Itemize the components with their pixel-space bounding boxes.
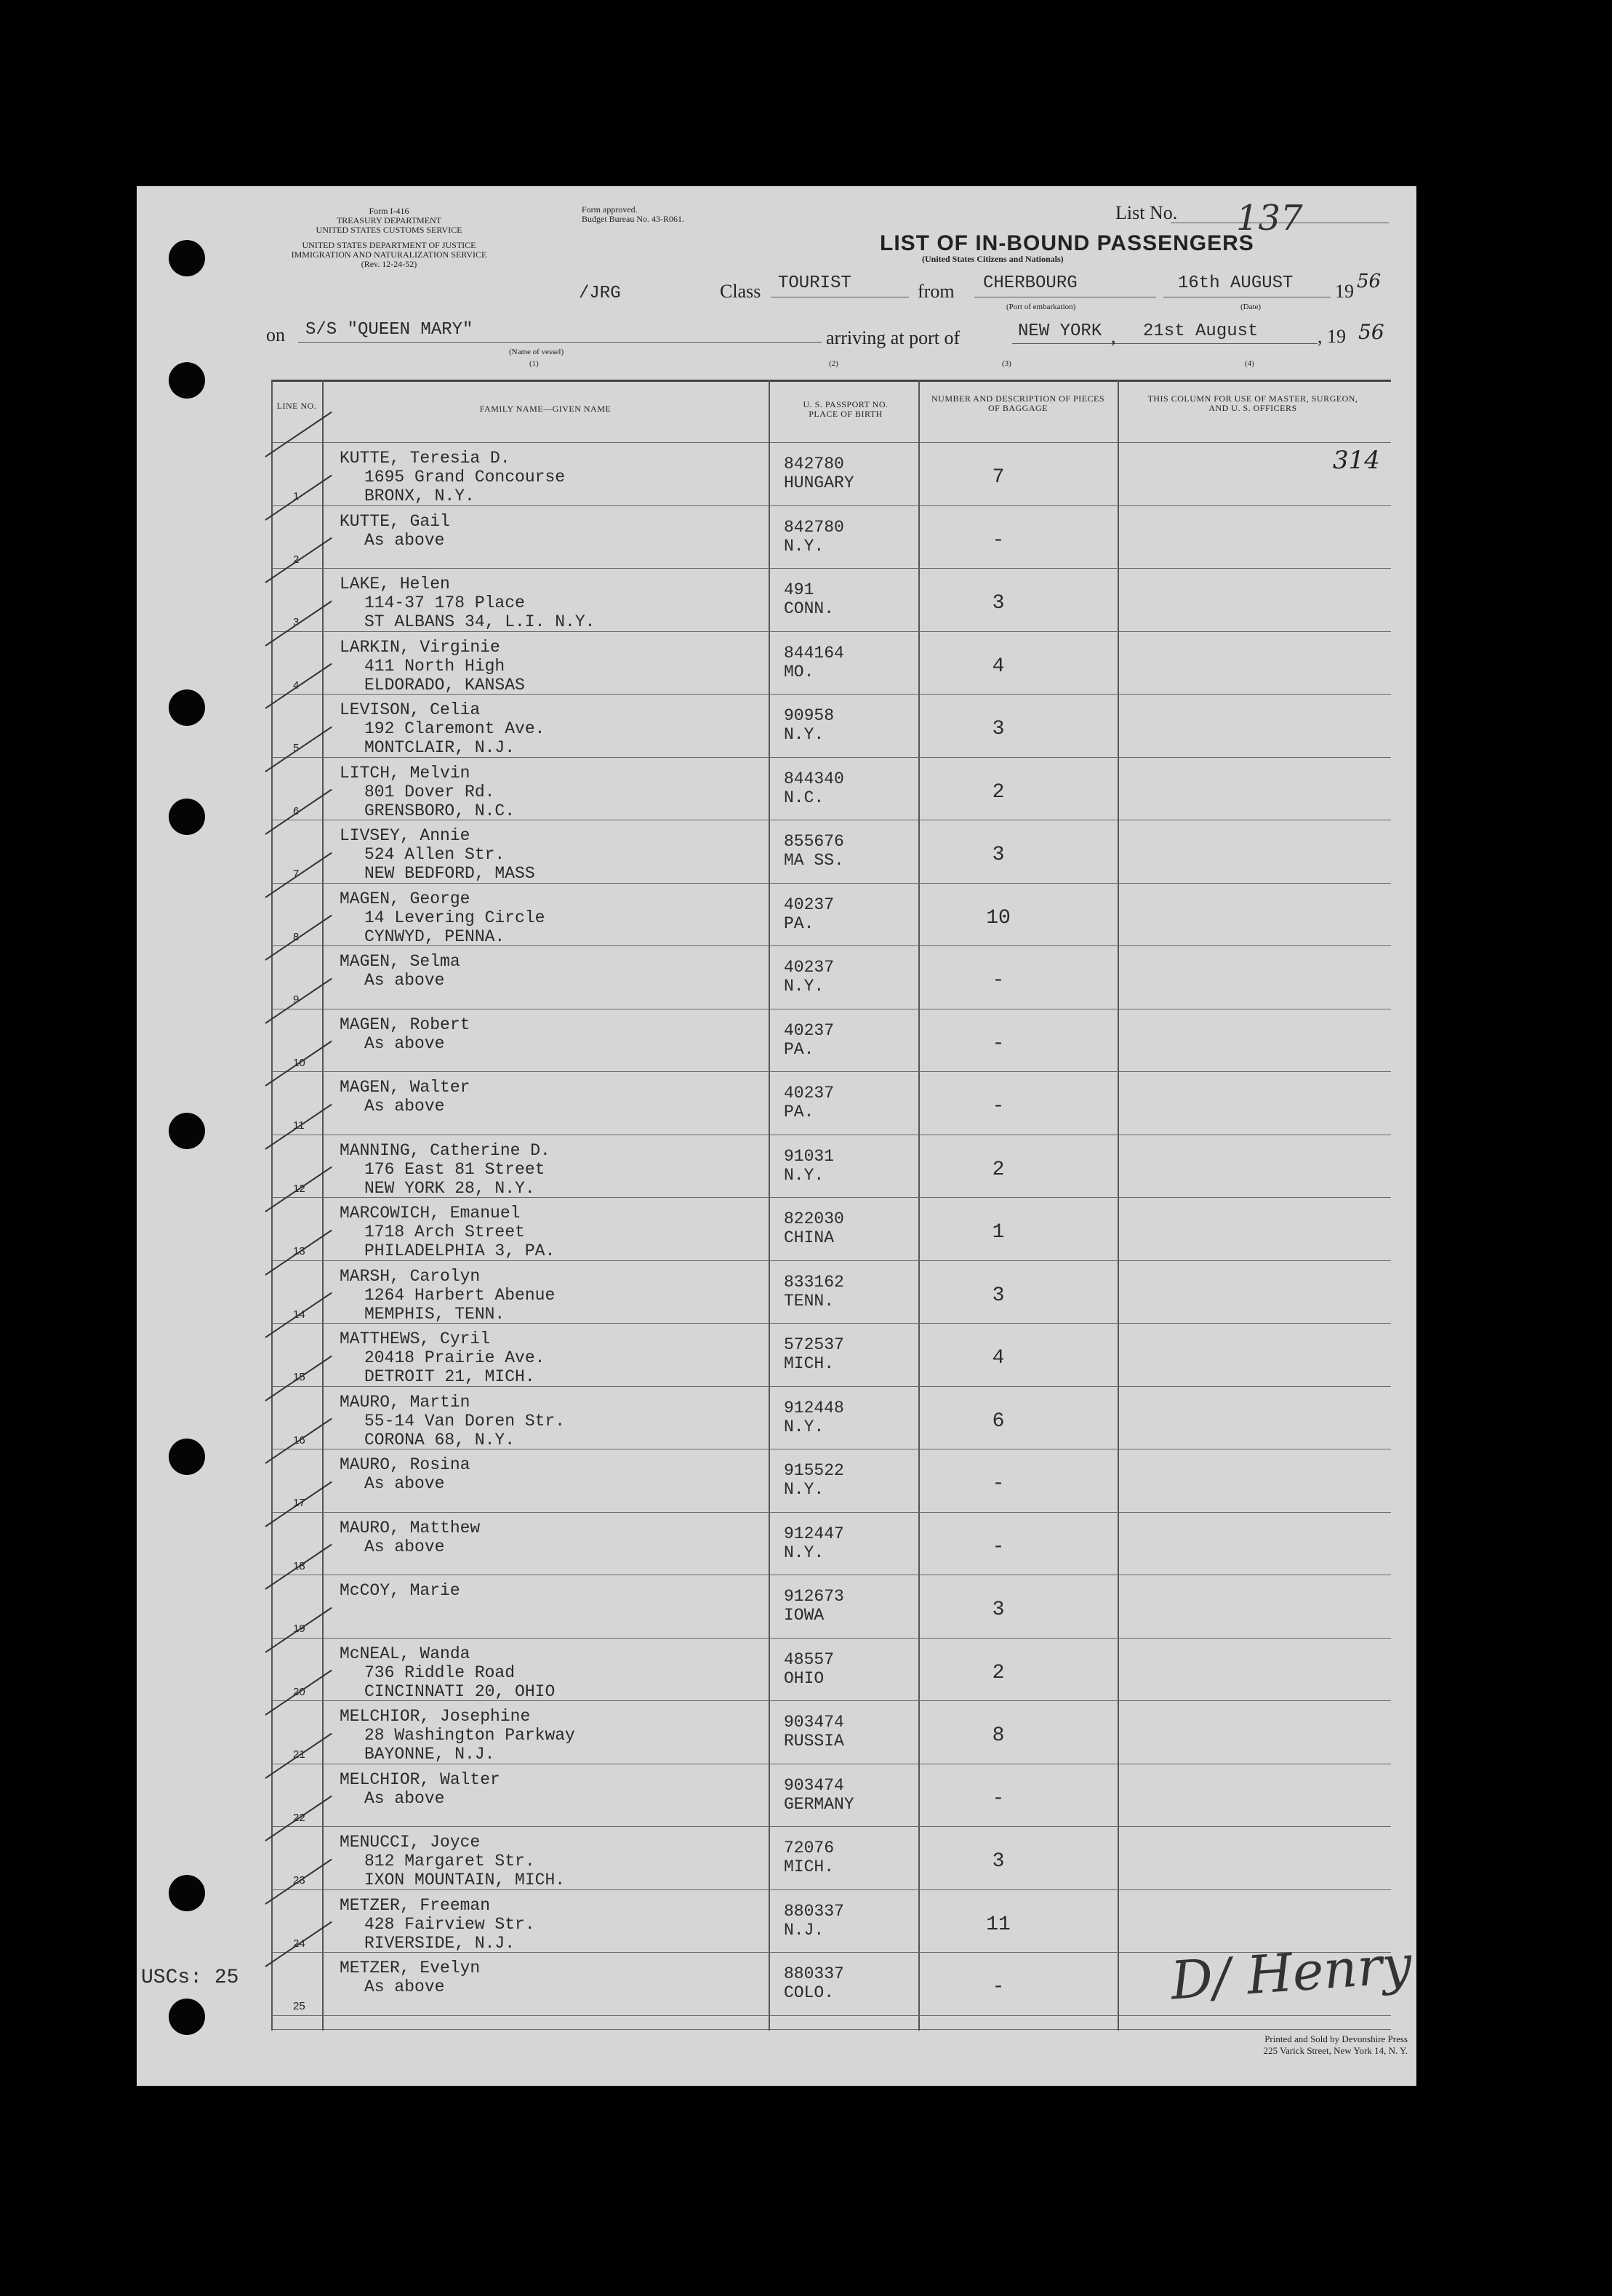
passenger-name: KUTTE, Teresia D.	[340, 449, 510, 468]
address-line-2: DETROIT 21, MICH.	[364, 1367, 535, 1386]
baggage-count: 7	[992, 466, 1005, 489]
table-row	[271, 1135, 1391, 1198]
passport-number: 72076	[784, 1839, 835, 1857]
table-row	[271, 884, 1391, 946]
passenger-name: LAKE, Helen	[340, 575, 450, 593]
address-line-2: NEW BEDFORD, MASS	[364, 864, 535, 883]
binder-hole	[169, 240, 205, 276]
embark-caption: (Port of embarkation)	[1006, 303, 1076, 311]
passport-cell	[784, 518, 844, 556]
passenger-name-cell	[340, 1707, 575, 1764]
clerk-initials: /JRG	[579, 284, 621, 303]
address-line-1: 1718 Arch Street	[364, 1223, 525, 1241]
baggage-count: 4	[992, 655, 1005, 678]
place-of-birth: HUNGARY	[784, 473, 854, 492]
passenger-name-cell	[340, 638, 525, 695]
passport-number: 880337	[784, 1901, 844, 1921]
table-row	[271, 820, 1391, 883]
passport-cell	[784, 1964, 844, 2002]
address-line-2: GRENSBORO, N.C.	[364, 801, 516, 820]
table-row	[271, 1701, 1391, 1764]
date-caption: (Date)	[1240, 303, 1262, 311]
passport-number: 844164	[784, 643, 844, 663]
passenger-name-cell	[340, 1959, 480, 1996]
passport-number: 842780	[784, 517, 844, 537]
passport-cell	[784, 1399, 844, 1436]
place-of-birth: N.Y.	[784, 977, 825, 996]
column-number-1: (1)	[529, 359, 539, 368]
line-number: 6	[293, 804, 300, 817]
baggage-count: 4	[992, 1347, 1005, 1369]
address-line-2: BAYONNE, N.J.	[364, 1745, 495, 1764]
passport-number: 572537	[784, 1335, 844, 1354]
line-number: 10	[293, 1056, 305, 1069]
class-label: Class	[720, 281, 761, 302]
place-of-birth: PA.	[784, 913, 814, 933]
passport-number: 903474	[784, 1775, 844, 1795]
header-passport: U. S. PASSPORT NO. PLACE OF BIRTH	[803, 399, 889, 419]
passenger-name: METZER, Freeman	[340, 1895, 491, 1915]
place-of-birth: PA.	[784, 1039, 814, 1059]
passenger-name: MARCOWICH, Emanuel	[340, 1204, 521, 1223]
place-of-birth: RUSSIA	[784, 1732, 844, 1751]
revision-label: (Rev. 12-24-52)	[361, 259, 417, 269]
passport-cell	[784, 580, 834, 618]
passport-number: 915522	[784, 1461, 844, 1480]
table-row	[271, 1072, 1391, 1135]
passenger-name-cell	[340, 1896, 535, 1953]
passenger-name: MELCHIOR, Josephine	[340, 1707, 531, 1726]
table-row	[271, 1387, 1391, 1449]
form-id: Form I-416	[369, 206, 409, 216]
address-line-1: As above	[364, 971, 445, 990]
arrival-year: 56	[1358, 320, 1384, 344]
address-line-1: As above	[364, 1474, 445, 1493]
passenger-name-cell	[340, 764, 515, 820]
officer-signature: D/ Henry	[1168, 1933, 1414, 2012]
address-line-1: As above	[364, 1033, 445, 1053]
baggage-count: 3	[992, 592, 1005, 615]
address-line-2: ELDORADO, KANSAS	[364, 675, 525, 695]
baggage-count: 3	[992, 844, 1005, 866]
passport-cell	[784, 1147, 834, 1185]
place-of-birth: COLO.	[784, 1983, 835, 2002]
address-line-2: CORONA 68, N.Y.	[364, 1430, 516, 1449]
address-line-2: CYNWYD, PENNA.	[364, 927, 505, 946]
place-of-birth: MICH.	[784, 1857, 835, 1876]
line-number: 22	[293, 1811, 305, 1824]
address-line-2: MONTCLAIR, N.J.	[364, 738, 516, 757]
passenger-name-cell	[340, 1329, 545, 1386]
passenger-table	[271, 380, 1391, 2031]
passport-cell	[784, 769, 844, 807]
place-of-birth: N.Y.	[784, 1543, 825, 1562]
place-of-birth: N.Y.	[784, 1417, 825, 1436]
binder-hole	[169, 1875, 205, 1911]
departure-year: 56	[1357, 271, 1382, 292]
baggage-count: -	[992, 1535, 1005, 1559]
passport-number: 912447	[784, 1524, 844, 1543]
line-number: 2	[293, 553, 300, 566]
baggage-count: 3	[992, 1599, 1005, 1621]
passenger-name: KUTTE, Gail	[340, 511, 450, 531]
passenger-name-cell	[340, 575, 595, 631]
place-of-birth: CHINA	[784, 1228, 835, 1247]
arriving-label: arriving at port of	[826, 327, 961, 348]
address-line-2: BRONX, N.Y.	[364, 487, 475, 505]
passenger-name: MAURO, Rosina	[340, 1455, 470, 1474]
place-of-birth: N.Y.	[784, 725, 825, 744]
baggage-count: 3	[992, 1284, 1005, 1307]
address-line-2: RIVERSIDE, N.J.	[364, 1933, 516, 1953]
on-label: on	[266, 324, 285, 345]
passport-cell	[784, 1650, 834, 1688]
port-of-arrival: NEW YORK	[1018, 321, 1102, 341]
passenger-name-cell	[340, 1015, 470, 1053]
passenger-name: MAGEN, Selma	[340, 952, 460, 971]
line-number: 25	[293, 2000, 305, 2012]
address-line-1: As above	[364, 1097, 445, 1116]
address-line-1: 736 Riddle Road	[364, 1663, 516, 1682]
address-line-2: ST ALBANS 34, L.I. N.Y.	[364, 612, 596, 631]
officer-note: 314	[1333, 446, 1380, 475]
passport-number: 880337	[784, 1964, 844, 1983]
address-line-1: As above	[364, 530, 445, 550]
address-line-1: 55-14 Van Doren Str.	[364, 1411, 566, 1431]
address-line-1: 812 Margaret Str.	[364, 1852, 535, 1871]
passenger-name: METZER, Evelyn	[340, 1959, 481, 1977]
table-row	[271, 1890, 1391, 1953]
line-number: 16	[293, 1433, 305, 1447]
passport-number: 855676	[784, 832, 844, 851]
address-line-1: 14 Levering Circle	[364, 908, 545, 927]
passenger-name-cell	[340, 1455, 470, 1493]
vessel-line	[298, 342, 822, 343]
address-line-1: 20418 Prairie Ave.	[364, 1348, 545, 1367]
line-number: 18	[293, 1559, 305, 1572]
table-row	[271, 632, 1391, 695]
address-line-1: 428 Fairview Str.	[364, 1914, 535, 1934]
line-number: 3	[293, 616, 300, 628]
passenger-name: LIVSEY, Annie	[340, 826, 470, 845]
printer-line-2: 225 Varick Street, New York 14, N. Y.	[1263, 2045, 1408, 2056]
passport-number: 833162	[784, 1272, 844, 1292]
table-row	[271, 1324, 1391, 1386]
line-number: 9	[293, 993, 300, 1006]
list-no-label: List No.	[1115, 202, 1178, 223]
passenger-name-cell	[340, 1833, 565, 1889]
passport-cell	[784, 1776, 854, 1814]
place-of-birth: N.Y.	[784, 536, 825, 556]
passport-number: 912673	[784, 1587, 844, 1606]
passport-cell	[784, 1839, 834, 1876]
passenger-name-cell	[340, 952, 460, 990]
column-number-3: (3)	[1002, 359, 1011, 368]
passport-number: 40237	[784, 958, 835, 977]
place-of-birth: N.Y.	[784, 1165, 825, 1185]
baggage-count: -	[992, 529, 1005, 552]
baggage-count: 1	[992, 1221, 1005, 1244]
table-row	[271, 1575, 1391, 1638]
class-value: TOURIST	[778, 273, 851, 293]
address-line-1: 114-37 178 Place	[364, 593, 525, 612]
passenger-name: LITCH, Melvin	[340, 763, 470, 783]
baggage-count: 2	[992, 780, 1005, 804]
passport-cell	[784, 1021, 834, 1059]
binder-hole	[169, 362, 205, 399]
table-row	[271, 1449, 1391, 1512]
passport-cell	[784, 958, 834, 996]
table-row	[271, 506, 1391, 569]
passport-cell	[784, 1084, 834, 1121]
header-baggage: NUMBER AND DESCRIPTION OF PIECES OF BAGGAGE	[931, 393, 1105, 413]
baggage-count: 3	[992, 1850, 1005, 1873]
passport-cell	[784, 1209, 844, 1247]
place-of-birth: IOWA	[784, 1606, 825, 1625]
baggage-count: -	[992, 1095, 1005, 1118]
passenger-name-cell	[340, 1141, 550, 1198]
baggage-count: -	[992, 1787, 1005, 1810]
passport-number: 40237	[784, 1020, 835, 1040]
address-line-2: NEW YORK 28, N.Y.	[364, 1178, 535, 1198]
line-number: 15	[293, 1371, 305, 1383]
address-line-1: 192 Claremont Ave.	[364, 719, 545, 738]
address-line-1: 1695 Grand Concourse	[364, 468, 566, 487]
baggage-count: 8	[992, 1724, 1005, 1747]
passenger-name: MENUCCI, Joyce	[340, 1833, 481, 1852]
address-line-2: CINCINNATI 20, OHIO	[364, 1681, 556, 1701]
table-row	[271, 758, 1391, 820]
table-row	[271, 569, 1391, 631]
passport-cell	[784, 1273, 844, 1311]
passport-number: 48557	[784, 1649, 835, 1669]
binder-hole	[169, 1999, 205, 2035]
passenger-name-cell	[340, 449, 565, 505]
place-of-birth: CONN.	[784, 599, 835, 618]
passenger-name: MAURO, Matthew	[340, 1518, 481, 1537]
baggage-count: -	[992, 969, 1005, 992]
line-number: 20	[293, 1685, 305, 1698]
address-line-1: As above	[364, 1537, 445, 1556]
passport-number: 491	[784, 580, 814, 599]
line-number: 14	[293, 1308, 305, 1321]
baggage-count: 2	[992, 1158, 1005, 1181]
baggage-count: 3	[992, 718, 1005, 740]
binder-hole	[169, 689, 205, 726]
passenger-name-cell	[340, 1393, 565, 1449]
binder-hole	[169, 1439, 205, 1475]
passport-number: 90958	[784, 706, 835, 725]
place-of-birth: MICH.	[784, 1354, 835, 1373]
line-number: 23	[293, 1874, 305, 1887]
baggage-count: -	[992, 1976, 1005, 1999]
column-number-2: (2)	[829, 359, 838, 368]
budget-block	[582, 205, 684, 224]
table-row	[271, 1009, 1391, 1072]
table-row	[271, 946, 1391, 1009]
passport-cell	[784, 1902, 844, 1940]
baggage-count: 2	[992, 1661, 1005, 1684]
ins-label: IMMIGRATION AND NATURALIZATION SERVICE	[291, 249, 487, 260]
table-bottom-border	[271, 2029, 1391, 2030]
passenger-name-cell	[340, 1581, 460, 1600]
passenger-name: MARSH, Carolyn	[340, 1266, 481, 1286]
header-officers: THIS COLUMN FOR USE OF MASTER, SURGEON, AND U. S. OFFICERS	[1147, 393, 1358, 413]
address-line-2: PHILADELPHIA 3, PA.	[364, 1241, 556, 1260]
passport-number: 822030	[784, 1209, 844, 1228]
row-divider	[271, 2015, 1391, 2016]
passport-cell	[784, 1587, 844, 1625]
passenger-name: MAGEN, Walter	[340, 1078, 470, 1097]
passport-number: 91031	[784, 1146, 835, 1166]
table-row	[271, 443, 1391, 505]
passenger-name: LARKIN, Virginie	[340, 637, 500, 657]
passport-number: 40237	[784, 1084, 835, 1103]
passport-number: 844340	[784, 769, 844, 788]
passenger-name-cell	[340, 826, 535, 883]
baggage-count: 11	[986, 1913, 1011, 1936]
passenger-name-cell	[340, 1770, 500, 1808]
customs-label: UNITED STATES CUSTOMS SERVICE	[316, 225, 462, 235]
passenger-name: MAGEN, George	[340, 889, 470, 908]
treasury-label: TREASURY DEPARTMENT	[336, 215, 442, 225]
address-line-1: 801 Dover Rd.	[364, 782, 495, 801]
passenger-name: LEVISON, Celia	[340, 700, 481, 719]
address-line-1: 176 East 81 Street	[364, 1159, 545, 1179]
place-of-birth: N.C.	[784, 788, 825, 807]
line-number: 7	[293, 868, 300, 880]
address-line-2: MEMPHIS, TENN.	[364, 1304, 505, 1324]
line-number: 11	[293, 1119, 305, 1132]
line-number: 17	[293, 1497, 305, 1509]
passenger-name: McNEAL, Wanda	[340, 1644, 470, 1663]
passenger-name-cell	[340, 889, 545, 946]
table-row	[271, 1261, 1391, 1324]
place-of-birth: OHIO	[784, 1668, 825, 1688]
line-number: 5	[293, 742, 300, 754]
baggage-count: 10	[986, 906, 1011, 929]
passenger-name-cell	[340, 1204, 555, 1260]
port-of-embarkation: CHERBOURG	[983, 273, 1078, 293]
line-number: 24	[293, 1937, 305, 1950]
baggage-count: 6	[992, 1409, 1005, 1433]
header-name: FAMILY NAME—GIVEN NAME	[479, 404, 611, 414]
justice-label: UNITED STATES DEPARTMENT OF JUSTICE	[302, 240, 476, 250]
column-number-4: (4)	[1245, 359, 1254, 368]
binder-hole	[169, 799, 205, 835]
place-of-birth: PA.	[784, 1103, 814, 1121]
from-label: from	[918, 281, 955, 302]
line-number: 1	[293, 490, 300, 503]
year-prefix: 19	[1335, 281, 1354, 302]
address-line-1: 411 North High	[364, 656, 505, 676]
address-line-1: As above	[364, 1977, 445, 1996]
passenger-name-cell	[340, 700, 545, 757]
passenger-name: MAURO, Martin	[340, 1392, 470, 1412]
table-row	[271, 1827, 1391, 1889]
passport-cell	[784, 455, 854, 492]
line-number: 8	[293, 930, 300, 943]
address-line-1: 524 Allen Str.	[364, 845, 505, 864]
address-line-2: IXON MOUNTAIN, MICH.	[364, 1871, 566, 1889]
passport-number: 842780	[784, 455, 844, 473]
departure-date: 16th AUGUST	[1178, 273, 1294, 293]
budget-number: Budget Bureau No. 43-R061.	[582, 214, 684, 224]
printer-line-1: Printed and Sold by Devonshire Press	[1264, 2033, 1408, 2044]
passport-cell	[784, 706, 834, 744]
line-number: 4	[293, 679, 300, 692]
place-of-birth: MO.	[784, 662, 814, 681]
form-approved: Form approved.	[582, 204, 638, 215]
table-top-border	[271, 380, 1391, 382]
place-of-birth: TENN.	[784, 1291, 835, 1311]
arrival-line	[1012, 343, 1318, 344]
vessel-caption: (Name of vessel)	[509, 348, 564, 356]
passport-cell	[784, 1461, 844, 1499]
form-subtitle: (United States Citizens and Nationals)	[922, 254, 1064, 264]
line-number: 21	[293, 1748, 305, 1761]
baggage-count: -	[992, 1473, 1005, 1495]
header-line-no: LINE NO.	[276, 401, 317, 411]
passenger-name: McCOY, Marie	[340, 1581, 460, 1600]
baggage-count: -	[992, 1032, 1005, 1055]
arrival-date: 21st August	[1143, 321, 1259, 341]
passenger-name: MANNING, Catherine D.	[340, 1140, 550, 1160]
place-of-birth: MA SS.	[784, 851, 844, 870]
place-of-birth: N.J.	[784, 1920, 825, 1940]
table-row	[271, 1764, 1391, 1827]
table-row	[271, 1513, 1391, 1575]
passport-cell	[784, 832, 844, 870]
passport-number: 912448	[784, 1398, 844, 1417]
passport-cell	[784, 1524, 844, 1562]
passenger-name-cell	[340, 1644, 555, 1701]
address-line-1: 28 Washington Parkway	[364, 1726, 575, 1745]
table-row	[271, 695, 1391, 757]
passport-cell	[784, 644, 844, 681]
passport-number: 903474	[784, 1713, 844, 1732]
address-line-1: 1264 Harbert Abenue	[364, 1285, 556, 1305]
form-title: LIST OF IN-BOUND PASSENGERS	[880, 231, 1254, 255]
line-number: 13	[293, 1245, 305, 1257]
passport-cell	[784, 1335, 844, 1373]
passenger-name: MAGEN, Robert	[340, 1015, 470, 1034]
passport-number: 40237	[784, 895, 835, 914]
table-row	[271, 1639, 1391, 1701]
passenger-name: MELCHIOR, Walter	[340, 1769, 500, 1789]
address-line-1: As above	[364, 1788, 445, 1808]
uscs-count: USCs: 25	[141, 1967, 239, 1989]
passenger-name-cell	[340, 1267, 555, 1324]
passenger-name-cell	[340, 512, 450, 550]
passenger-name: MATTHEWS, Cyril	[340, 1329, 491, 1348]
printer-imprint	[1146, 2033, 1408, 2057]
place-of-birth: N.Y.	[784, 1480, 825, 1499]
binder-hole	[169, 1113, 205, 1149]
passenger-name-cell	[340, 1519, 480, 1556]
table-row	[271, 1198, 1391, 1260]
list-no-value: 137	[1236, 198, 1303, 239]
place-of-birth: GERMANY	[784, 1794, 854, 1814]
line-number: 12	[293, 1182, 305, 1195]
passenger-name-cell	[340, 1078, 470, 1116]
vessel-name: S/S "QUEEN MARY"	[305, 320, 473, 340]
passport-cell	[784, 1713, 844, 1751]
line-number: 19	[293, 1623, 305, 1635]
passport-cell	[784, 895, 834, 933]
form-agency-block	[269, 207, 509, 269]
